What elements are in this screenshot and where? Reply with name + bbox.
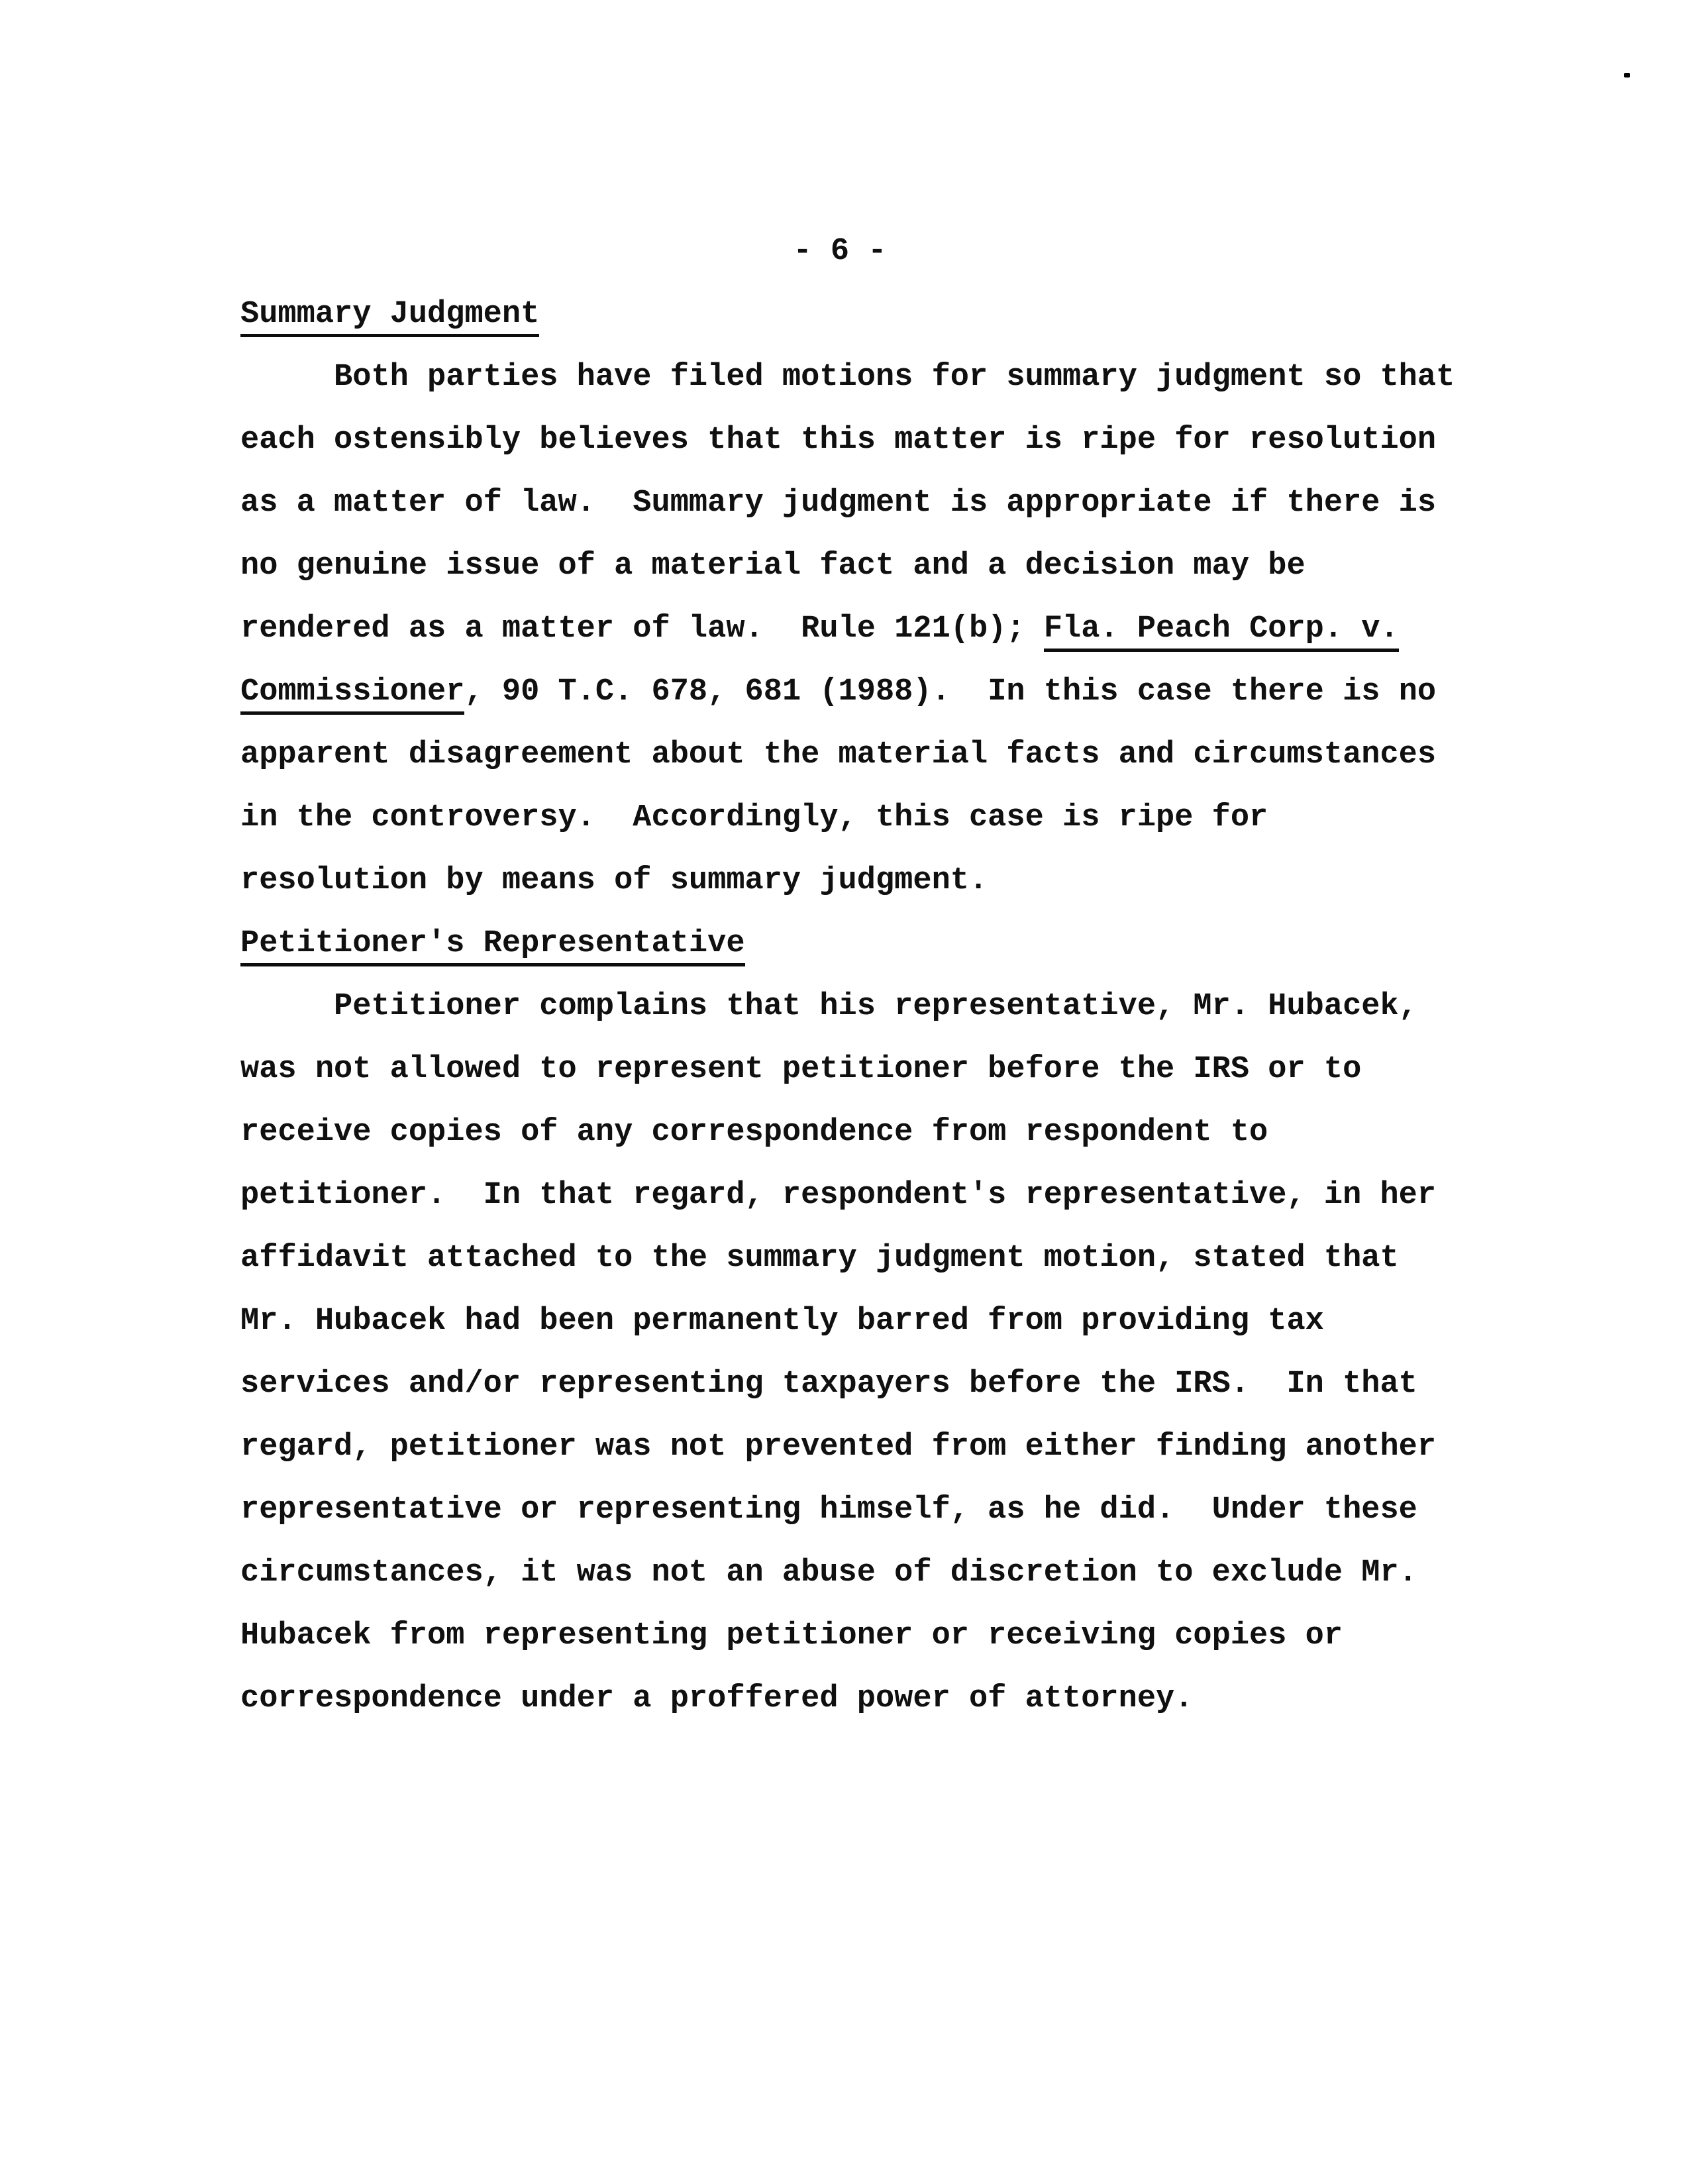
text-line: representative or representing himself, as he did. Under these: [240, 1492, 1417, 1528]
text-line: Hubacek from representing petitioner or receiving copies or: [240, 1618, 1343, 1653]
text-line: regard, petitioner was not prevented from either finding another: [240, 1430, 1437, 1465]
text-line: apparent disagreement about the material facts and circumstances: [240, 737, 1437, 772]
page-number: - 6 -: [793, 234, 887, 269]
text-line: circumstances, it was not an abuse of discretion to exclude Mr.: [240, 1555, 1417, 1590]
text-line: services and/or representing taxpayers before the IRS. In that: [240, 1367, 1417, 1402]
text-line: rendered as a matter of law. Rule 121(b); Fla. Peach Corp. v.: [240, 598, 1499, 660]
text-line: receive copies of any correspondence from respondent to: [240, 1115, 1268, 1150]
text-line: Both parties have filed motions for summary judgment so that: [240, 360, 1455, 395]
document-sections: [240, 283, 1499, 1730]
text-line: affidavit attached to the summary judgment motion, stated that: [240, 1241, 1399, 1276]
text-line: correspondence under a proffered power of attorney.: [240, 1681, 1194, 1716]
text-line: in the controversy. Accordingly, this case is ripe for: [240, 800, 1268, 835]
text-line: resolution by means of summary judgment.: [240, 863, 988, 898]
section-heading: Petitioner's Representative: [240, 912, 1499, 975]
text-line: was not allowed to represent petitioner before the IRS or to: [240, 1052, 1362, 1087]
text-line: Mr. Hubacek had been permanently barred from providing tax: [240, 1304, 1324, 1339]
text-line: as a matter of law. Summary judgment is appropriate if there is: [240, 486, 1437, 521]
text-line: no genuine issue of a material fact and a decision may be: [240, 548, 1305, 584]
section-heading: Summary Judgment: [240, 283, 1499, 346]
scan-artifact-dot: [1624, 73, 1630, 78]
text-line: each ostensibly believes that this matter is ripe for resolution: [240, 423, 1437, 458]
text-line: Petitioner complains that his representative, Mr. Hubacek,: [240, 989, 1417, 1024]
text-line: Commissioner, 90 T.C. 678, 681 (1988). In this case there is no: [240, 660, 1499, 723]
text-line: petitioner. In that regard, respondent's representative, in her: [240, 1178, 1437, 1213]
document-body: [240, 220, 1499, 1730]
